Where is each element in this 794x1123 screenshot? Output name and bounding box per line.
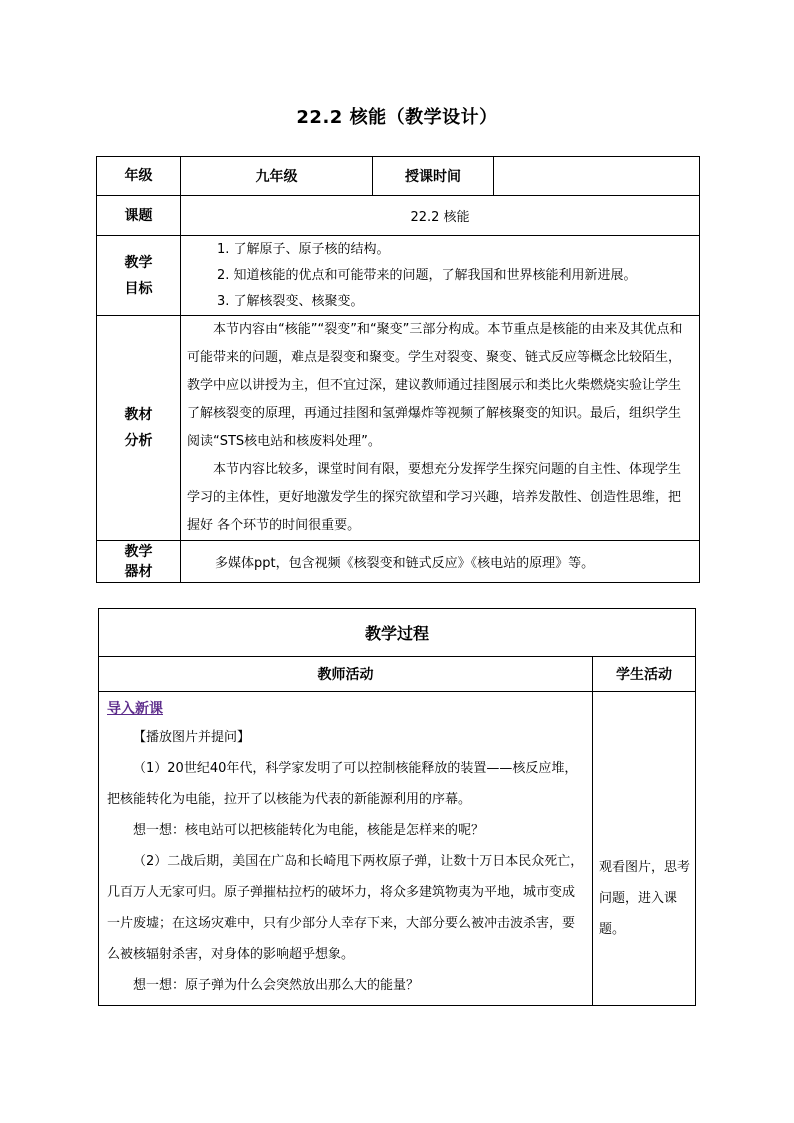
time-value: [494, 157, 700, 196]
analysis-label: [97, 316, 181, 541]
analysis-cell: [181, 316, 700, 541]
teacher-line: 想一想：原子弹为什么会突然放出那么大的能量？: [133, 978, 420, 993]
time-label: 授课时间: [373, 157, 494, 196]
equipment-label-text: 教学器材: [124, 543, 153, 580]
goals-cell: [181, 236, 700, 316]
analysis-label-text: 教材分析: [124, 407, 153, 449]
goals-label: [97, 236, 181, 316]
topic-value: 22.2 核能: [181, 196, 700, 236]
teacher-line: 想一想：核电站可以把核能转化为电能，核能是怎样来的呢？: [133, 823, 485, 838]
goal-item: 1. 了解原子、原子核的结构。: [217, 241, 390, 257]
lesson-info-table: [96, 156, 700, 583]
process-title: 教学过程: [99, 609, 696, 657]
goal-item: 2. 知道核能的优点和可能带来的问题，了解我国和世界核能利用新进展。: [217, 267, 637, 283]
goal-item: 3. 了解核裂变、核聚变。: [217, 293, 364, 309]
teacher-line: 【播放图片并提问】: [133, 730, 251, 745]
teacher-activity-header: 教师活动: [99, 657, 593, 692]
grade-label: 年级: [97, 157, 181, 196]
teacher-line: （2）二战后期，美国在广岛和长崎甩下两枚原子弹，让数十万日本民众死亡，几百万人无家可归。原子弹摧枯拉朽的破坏力，将众多建筑物夷为平地，城市变成一片废墟；在这场灾难中，只有少部分人幸存下来，大部分要么被冲击波杀害，要么被核辐射杀害，对身体的影响超乎想象。: [107, 854, 584, 962]
topic-label: 课题: [97, 196, 181, 236]
goals-label-text: 教学目标: [124, 254, 153, 297]
page-title: 22.2 核能（教学设计）: [296, 107, 498, 128]
student-activity-header: 学生活动: [593, 657, 696, 692]
student-activity-cell: 观看图片，思考问题，进入课题。: [593, 692, 696, 1006]
analysis-paragraph: 本节内容比较多，课堂时间有限，要想充分发挥学生探究问题的自主性、体现学生学习的主体性，更好地激发学生的探究欲望和学习兴趣，培养发散性、创造性思维，把握好 各个环节的时间很重要。: [187, 462, 682, 533]
equipment-label: [97, 541, 181, 583]
intro-new-lesson-link[interactable]: 导入新课: [107, 701, 163, 717]
grade-value: 九年级: [181, 157, 373, 196]
analysis-paragraph: 本节内容由“核能”“裂变”和“聚变”三部分构成。本节重点是核能的由来及其优点和可能带来的问题，难点是裂变和聚变。学生对裂变、聚变、链式反应等概念比较陌生，教学中应以讲授为主，但不宜过深，建议教师通过挂图展示和类比火柴燃烧实验让学生了解核裂变的原理，再通过挂图和氢弹爆炸等视频了解核聚变的知识。最后，组织学生阅读“STS核电站和核废料处理”。: [187, 322, 683, 449]
teacher-line: （1）20世纪40年代，科学家发明了可以控制核能释放的装置——核反应堆，把核能转化为电能，拉开了以核能为代表的新能源利用的序幕。: [107, 761, 578, 807]
teacher-activity-cell: [99, 692, 593, 1006]
teaching-process-table: [98, 608, 696, 1006]
equipment-value: 多媒体ppt，包含视频《核裂变和链式反应》《核电站的原理》等。: [181, 541, 700, 583]
